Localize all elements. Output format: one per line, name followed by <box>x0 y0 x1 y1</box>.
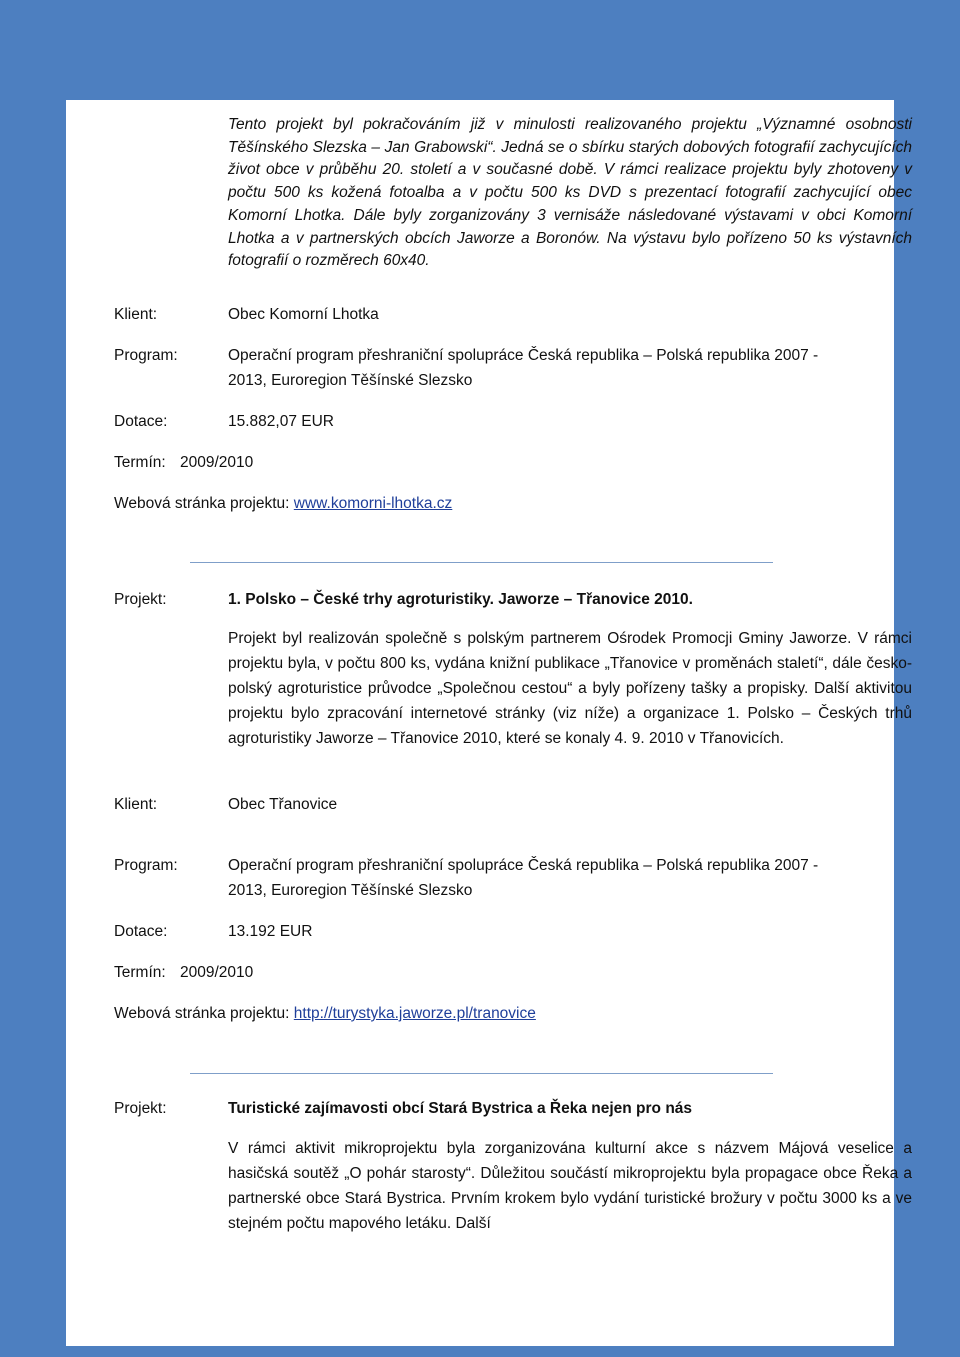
section2-termin-value: 2009/2010 <box>180 964 254 981</box>
section2-description-text: Projekt byl realizován společně s polským partnerem Ośrodek Promocji Gminy Jaworze. V rámci projektu byla, v počtu 800 ks, vydána knižní publikace „Třanovice v proměnách staletí“, dále česko-polský agroturistice průvodce „Společnou cestou“ a byly pořízeny tašky a propisky. Další aktivitou projektu bylo zpracování internetové stránky (viz níže) a organizace 1. Polsko – Českých trhů agroturistiky Jaworze – Třanovice 2010, které se konaly 4. 9. 2010 v Třanovicích. <box>228 630 912 747</box>
section1-dotace-label: Dotace: <box>114 413 168 430</box>
section1-web-row <box>114 491 894 516</box>
section2-client-value: Obec Třanovice <box>228 796 338 813</box>
page-frame-left <box>0 0 66 1357</box>
section1-dotace-value: 15.882,07 EUR <box>228 413 334 430</box>
section1-web-link[interactable]: www.komorni-lhotka.cz <box>293 495 453 512</box>
document-page <box>66 100 912 1346</box>
section2-program-value: Operační program přeshraniční spolupráce Česká republika – Polská republika 2007 - 2013, Euroregion Těšínské Slezsko <box>228 857 819 899</box>
section2-dotace-label: Dotace: <box>114 923 168 940</box>
section1-intro <box>228 114 912 273</box>
section1-intro-text: Tento projekt byl pokračováním již v minulosti realizovaného projektu „Významné osobnosti Těšínského Slezska – Jan Grabowski“. Jedná se o sbírku starých dobových fotografií zachycujících život obce v průběhu 20. století a v současné době. V rámci realizace projektu byly zhotoveny v počtu 500 ks kožená fotoalba a v počtu 500 ks DVD s prezentací fotografií zachycující obec Komorní Lhotka. Dále byly zorganizovány 3 vernisáže následované výstavami v obci Komorní Lhotka a v partnerských obcích Jaworze a Boronów. Na výstavu bylo pořízeno 50 ks výstavních fotografií o rozměrech 60x40. <box>228 116 912 270</box>
section1-client-label: Klient: <box>114 306 158 323</box>
section2-web-link[interactable]: http://turystyka.jaworze.pl/tranovice <box>293 1005 536 1022</box>
section1-termin-row <box>114 450 894 475</box>
section2-termin-row <box>114 960 894 985</box>
section1-program-label: Program: <box>114 347 178 364</box>
section3-project-label: Projekt: <box>114 1100 167 1117</box>
section3-description-text: V rámci aktivit mikroprojektu byla zorganizována kulturní akce s názvem Májová veselice a hasičská soutěž „O pohár starosty“. Důležitou součástí mikroprojektu byla propagace obce Řeka a partnerské obce Stará Bystrica. Prvním krokem bylo vydání turistické brožury v počtu 3000 ks a ve stejném počtu mapového letáku. Další <box>228 1140 912 1232</box>
section2-termin-label: Termín: <box>114 964 166 981</box>
section3-project-title: Turistické zajímavosti obcí Stará Bystrica a Řeka nejen pro nás <box>228 1100 693 1117</box>
section1-termin-label: Termín: <box>114 454 166 471</box>
section3-description <box>228 1136 912 1236</box>
section2-project-label: Projekt: <box>114 591 167 608</box>
separator-1 <box>190 562 773 563</box>
section2-web-label: Webová stránka projektu: <box>114 1005 290 1022</box>
section1-web-label: Webová stránka projektu: <box>114 495 290 512</box>
separator-2 <box>190 1073 773 1074</box>
section2-client-label: Klient: <box>114 796 158 813</box>
section1-program-value: Operační program přeshraniční spolupráce Česká republika – Polská republika 2007 - 2013, Euroregion Těšínské Slezsko <box>228 347 819 389</box>
section2-web-row <box>114 1001 894 1026</box>
page-frame-bottom <box>0 1346 960 1357</box>
section2-dotace-value: 13.192 EUR <box>228 923 313 940</box>
page-frame-top <box>0 0 960 100</box>
section1-termin-value: 2009/2010 <box>180 454 254 471</box>
section1-client-value: Obec Komorní Lhotka <box>228 306 379 323</box>
section2-project-title: 1. Polsko – České trhy agroturistiky. Jaworze – Třanovice 2010. <box>228 591 693 608</box>
section2-program-label: Program: <box>114 857 178 874</box>
section2-description <box>228 626 912 751</box>
